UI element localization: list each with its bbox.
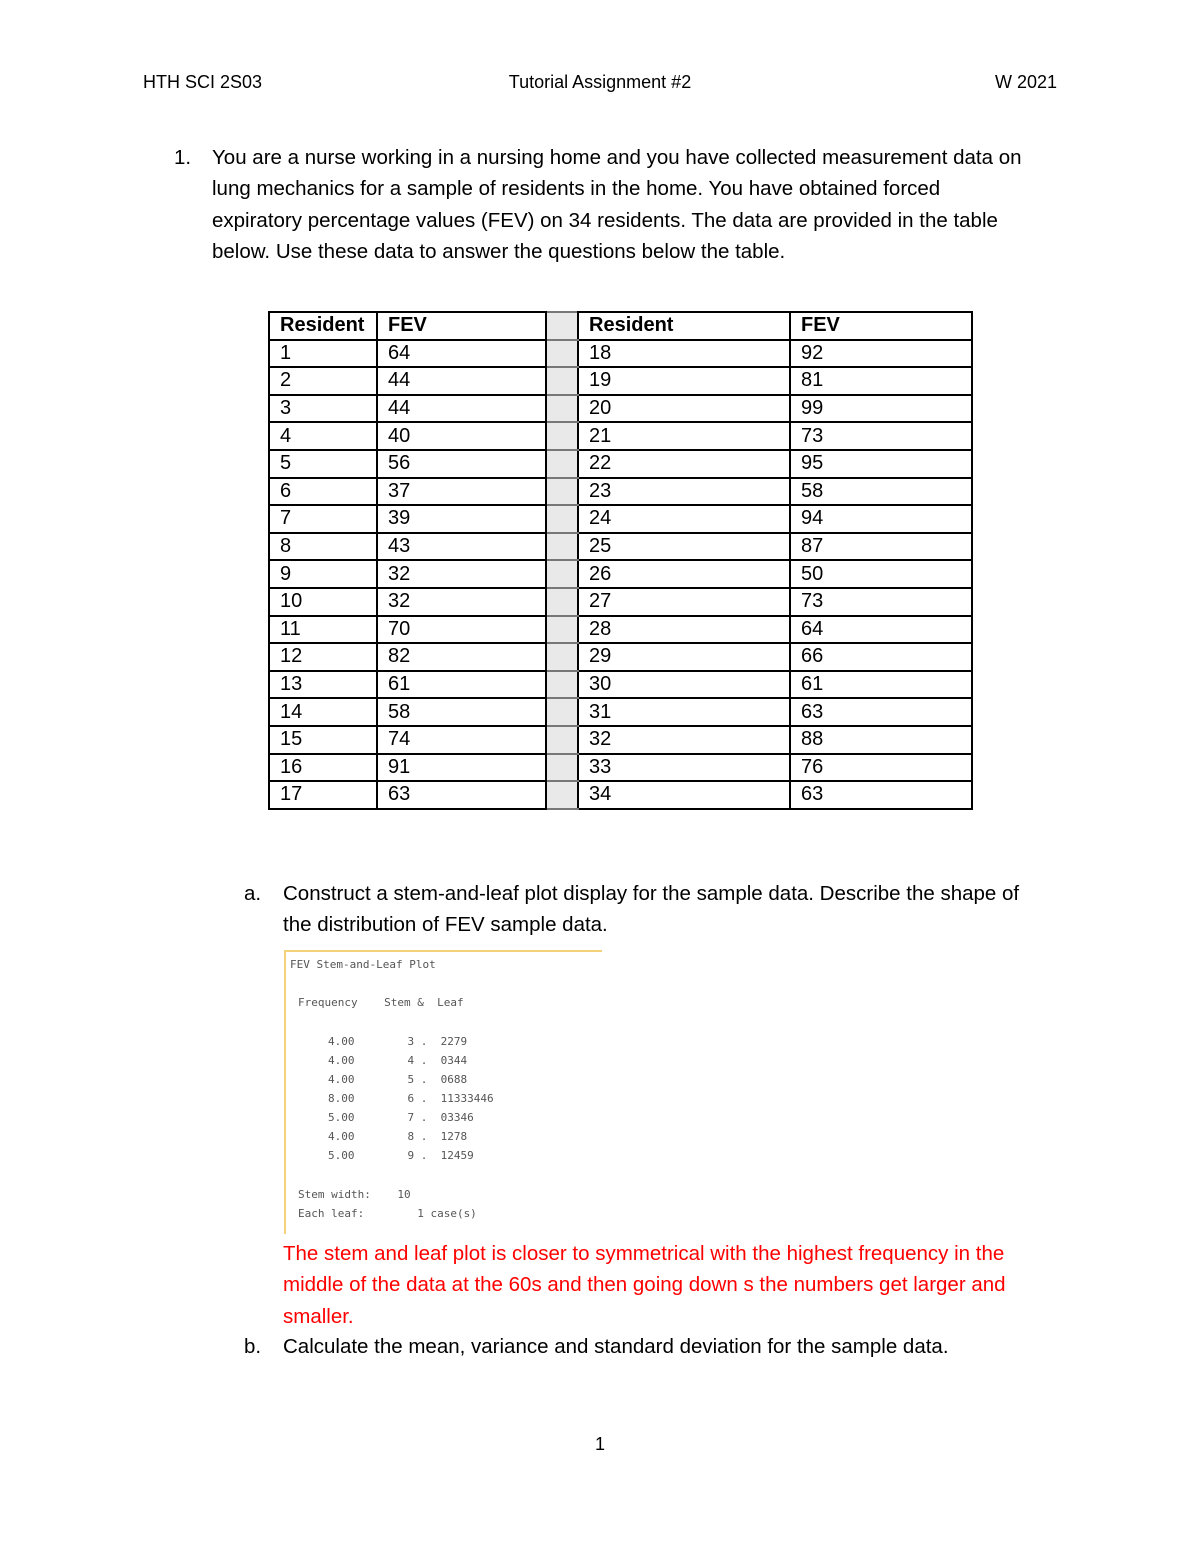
resident-cell: 17 <box>269 781 377 809</box>
question-1-text <box>212 142 1072 267</box>
table-gap-cell <box>546 367 578 395</box>
table-row <box>269 781 972 809</box>
resident-cell: 14 <box>269 698 377 726</box>
fev-cell: 43 <box>377 533 546 561</box>
resident-cell: 5 <box>269 450 377 478</box>
header-resident-2: Resident <box>578 312 790 340</box>
fev-cell: 95 <box>790 450 972 478</box>
table-gap-cell <box>546 478 578 506</box>
stem-leaf-column-header: Frequency Stem & Leaf <box>298 996 464 1009</box>
table-row <box>269 698 972 726</box>
fev-cell: 32 <box>377 588 546 616</box>
resident-cell: 26 <box>578 560 790 588</box>
fev-cell: 61 <box>790 671 972 699</box>
table-row <box>269 367 972 395</box>
table-gap-cell <box>546 616 578 644</box>
resident-cell: 22 <box>578 450 790 478</box>
fev-cell: 40 <box>377 422 546 450</box>
fev-cell: 44 <box>377 367 546 395</box>
fev-cell: 91 <box>377 754 546 782</box>
stem-leaf-row: 8.00 6 . 11333446 <box>328 1092 494 1105</box>
fev-cell: 88 <box>790 726 972 754</box>
resident-cell: 13 <box>269 671 377 699</box>
question-1-line: below. Use these data to answer the questions below the table. <box>212 239 786 263</box>
table-gap-cell <box>546 698 578 726</box>
part-a-line: the distribution of FEV sample data. <box>283 913 608 937</box>
page-header <box>0 72 1200 98</box>
stem-leaf-output <box>284 950 602 1234</box>
table-gap-cell <box>546 533 578 561</box>
table-gap-cell <box>546 588 578 616</box>
document-title: Tutorial Assignment #2 <box>508 72 692 92</box>
stem-leaf-row: 4.00 8 . 1278 <box>328 1130 468 1143</box>
resident-cell: 15 <box>269 726 377 754</box>
table-row <box>269 671 972 699</box>
table-gap-column <box>546 312 578 340</box>
fev-cell: 63 <box>377 781 546 809</box>
fev-cell: 61 <box>377 671 546 699</box>
stem-width-label: Stem width: 10 <box>298 1188 411 1201</box>
resident-cell: 1 <box>269 340 377 368</box>
answer-line: smaller. <box>283 1304 354 1328</box>
table-gap-cell <box>546 754 578 782</box>
resident-cell: 21 <box>578 422 790 450</box>
fev-cell: 64 <box>377 340 546 368</box>
fev-cell: 66 <box>790 643 972 671</box>
part-b-text: Calculate the mean, variance and standard deviation for the sample data. <box>283 1335 949 1358</box>
fev-cell: 82 <box>377 643 546 671</box>
table-header-row <box>269 312 972 340</box>
resident-cell: 30 <box>578 671 790 699</box>
table-row <box>269 726 972 754</box>
table-row <box>269 450 972 478</box>
resident-cell: 31 <box>578 698 790 726</box>
resident-cell: 20 <box>578 395 790 423</box>
resident-cell: 2 <box>269 367 377 395</box>
resident-cell: 7 <box>269 505 377 533</box>
table-row <box>269 340 972 368</box>
resident-cell: 25 <box>578 533 790 561</box>
table-gap-cell <box>546 781 578 809</box>
resident-cell: 12 <box>269 643 377 671</box>
part-a-text <box>283 878 1083 941</box>
fev-cell: 73 <box>790 422 972 450</box>
fev-cell: 50 <box>790 560 972 588</box>
table-gap-cell <box>546 726 578 754</box>
table-gap-cell <box>546 560 578 588</box>
fev-cell: 63 <box>790 698 972 726</box>
fev-cell: 44 <box>377 395 546 423</box>
header-resident-1: Resident <box>269 312 377 340</box>
stem-leaf-row: 4.00 3 . 2279 <box>328 1035 468 1048</box>
table-gap-cell <box>546 505 578 533</box>
fev-cell: 64 <box>790 616 972 644</box>
fev-cell: 87 <box>790 533 972 561</box>
stem-leaf-title: FEV Stem-and-Leaf Plot <box>290 958 436 971</box>
fev-cell: 70 <box>377 616 546 644</box>
resident-cell: 3 <box>269 395 377 423</box>
table-row <box>269 616 972 644</box>
part-a-line: Construct a stem-and-leaf plot display for the sample data. Describe the shape of <box>283 882 1020 905</box>
fev-cell: 92 <box>790 340 972 368</box>
table-row <box>269 533 972 561</box>
part-a-label: a. <box>244 882 262 905</box>
table-row <box>269 754 972 782</box>
resident-cell: 10 <box>269 588 377 616</box>
fev-cell: 99 <box>790 395 972 423</box>
resident-cell: 16 <box>269 754 377 782</box>
table-row <box>269 643 972 671</box>
fev-cell: 81 <box>790 367 972 395</box>
stem-leaf-row: 4.00 4 . 0344 <box>328 1054 468 1067</box>
fev-cell: 76 <box>790 754 972 782</box>
fev-cell: 94 <box>790 505 972 533</box>
question-1-number: 1. <box>174 146 192 169</box>
table-row <box>269 478 972 506</box>
resident-cell: 24 <box>578 505 790 533</box>
stem-leaf-row: 5.00 9 . 12459 <box>328 1149 474 1162</box>
resident-cell: 23 <box>578 478 790 506</box>
fev-cell: 73 <box>790 588 972 616</box>
header-fev-1: FEV <box>377 312 546 340</box>
part-b-label: b. <box>244 1335 262 1358</box>
fev-data-table <box>268 311 973 810</box>
table-gap-cell <box>546 340 578 368</box>
stem-leaf-row: 4.00 5 . 0688 <box>328 1073 468 1086</box>
table-row <box>269 588 972 616</box>
fev-cell: 37 <box>377 478 546 506</box>
answer-text <box>283 1238 1073 1332</box>
resident-cell: 11 <box>269 616 377 644</box>
answer-line: The stem and leaf plot is closer to symmetrical with the highest frequency in the <box>283 1242 1005 1265</box>
resident-cell: 8 <box>269 533 377 561</box>
table-row <box>269 505 972 533</box>
table-row <box>269 560 972 588</box>
resident-cell: 18 <box>578 340 790 368</box>
stem-leaf-row: 5.00 7 . 03346 <box>328 1111 474 1124</box>
fev-cell: 58 <box>377 698 546 726</box>
resident-cell: 19 <box>578 367 790 395</box>
page-number: 1 <box>594 1434 605 1454</box>
fev-cell: 32 <box>377 560 546 588</box>
fev-cell: 74 <box>377 726 546 754</box>
resident-cell: 28 <box>578 616 790 644</box>
resident-cell: 32 <box>578 726 790 754</box>
resident-cell: 6 <box>269 478 377 506</box>
fev-cell: 56 <box>377 450 546 478</box>
resident-cell: 27 <box>578 588 790 616</box>
course-code: HTH SCI 2S03 <box>143 72 263 92</box>
question-1-line: expiratory percentage values (FEV) on 34 residents. The data are provided in the table <box>212 208 998 232</box>
question-1-line: lung mechanics for a sample of residents in the home. You have obtained forced <box>212 177 941 201</box>
table-gap-cell <box>546 450 578 478</box>
fev-cell: 58 <box>790 478 972 506</box>
table-gap-cell <box>546 422 578 450</box>
term-label: W 2021 <box>994 72 1057 92</box>
fev-cell: 39 <box>377 505 546 533</box>
table-gap-cell <box>546 671 578 699</box>
resident-cell: 4 <box>269 422 377 450</box>
resident-cell: 33 <box>578 754 790 782</box>
table-row <box>269 395 972 423</box>
table-gap-cell <box>546 643 578 671</box>
resident-cell: 29 <box>578 643 790 671</box>
fev-cell: 63 <box>790 781 972 809</box>
each-leaf-label: Each leaf: 1 case(s) <box>298 1207 477 1220</box>
table-row <box>269 422 972 450</box>
resident-cell: 34 <box>578 781 790 809</box>
header-fev-2: FEV <box>790 312 972 340</box>
resident-cell: 9 <box>269 560 377 588</box>
question-1-line: You are a nurse working in a nursing home and you have collected measurement data on <box>212 146 1022 169</box>
table-gap-cell <box>546 395 578 423</box>
answer-line: middle of the data at the 60s and then going down s the numbers get larger and <box>283 1273 1006 1297</box>
